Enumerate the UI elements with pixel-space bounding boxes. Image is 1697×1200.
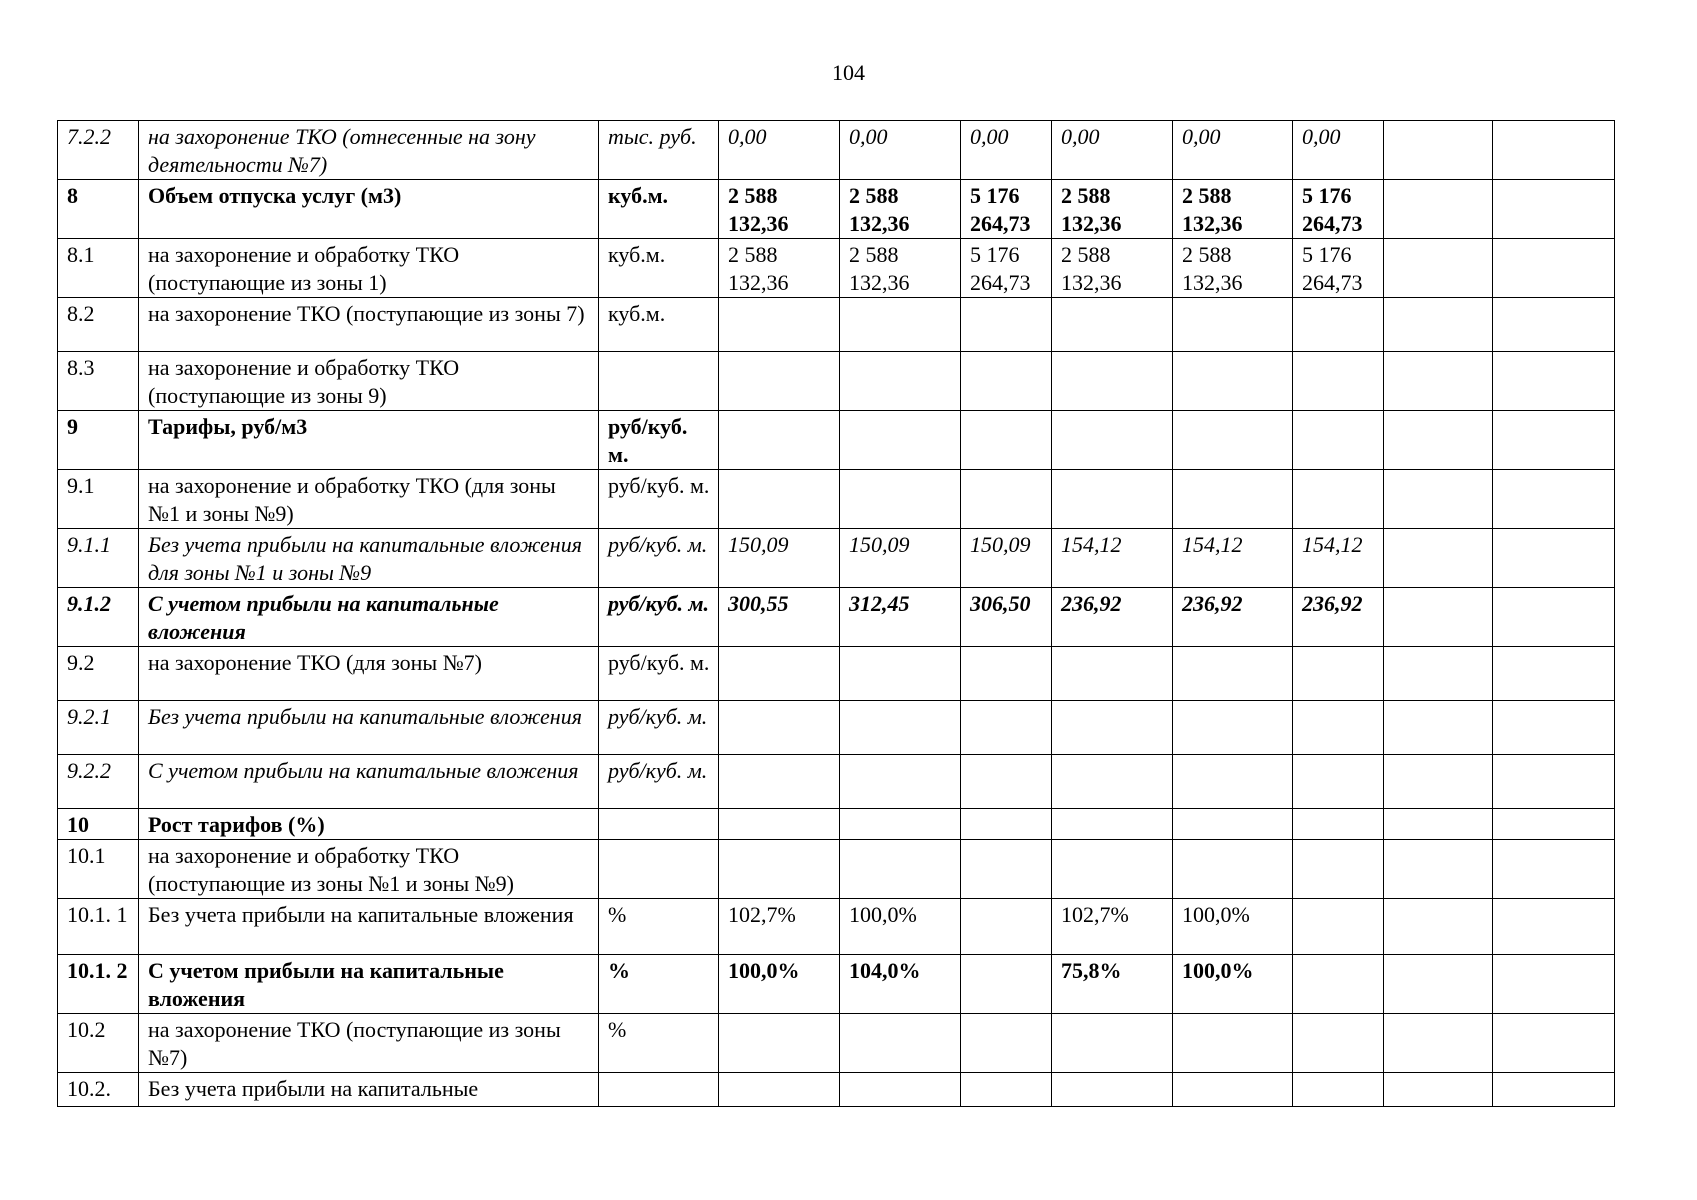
row-unit: руб/куб. м.: [599, 411, 719, 470]
row-unit: [599, 809, 719, 840]
value-col-1: 0,00: [719, 121, 840, 180]
value-col-7: [1384, 701, 1493, 755]
table-row: [58, 411, 1615, 470]
row-unit: руб/куб. м.: [599, 529, 719, 588]
value-col-3: [961, 411, 1052, 470]
row-unit: руб/куб. м.: [599, 755, 719, 809]
row-description: Без учета прибыли на капитальные: [139, 1073, 599, 1107]
value-col-4: 0,00: [1052, 121, 1173, 180]
row-number: 10: [58, 809, 139, 840]
value-col-6: [1293, 411, 1384, 470]
value-col-3: [961, 809, 1052, 840]
row-unit: руб/куб. м.: [599, 701, 719, 755]
row-description: на захоронение ТКО (отнесенные на зону деятельности №7): [139, 121, 599, 180]
value-col-4: [1052, 647, 1173, 701]
value-col-2: [840, 1073, 961, 1107]
value-col-7: [1384, 529, 1493, 588]
value-col-1: [719, 755, 840, 809]
row-description: С учетом прибыли на капитальные вложения: [139, 755, 599, 809]
row-number: 8.2: [58, 298, 139, 352]
row-description: на захоронение ТКО (поступающие из зоны 7): [139, 298, 599, 352]
table-row: [58, 701, 1615, 755]
value-col-7: [1384, 470, 1493, 529]
row-number: 10.1: [58, 840, 139, 899]
value-col-6: [1293, 1073, 1384, 1107]
value-col-7: [1384, 1073, 1493, 1107]
table-row: [58, 955, 1615, 1014]
value-col-8: [1493, 352, 1615, 411]
table-row: [58, 352, 1615, 411]
value-col-6: [1293, 840, 1384, 899]
value-col-8: [1493, 647, 1615, 701]
value-col-2: [840, 701, 961, 755]
row-description: на захоронение и обработку ТКО (поступающие из зоны №1 и зоны №9): [139, 840, 599, 899]
value-col-2: [840, 647, 961, 701]
value-col-2: 150,09: [840, 529, 961, 588]
value-col-1: 2 588 132,36: [719, 180, 840, 239]
value-col-8: [1493, 809, 1615, 840]
value-col-4: [1052, 298, 1173, 352]
value-col-8: [1493, 1014, 1615, 1073]
row-description: на захоронение и обработку ТКО (поступающие из зоны 1): [139, 239, 599, 298]
row-number: 8: [58, 180, 139, 239]
value-col-8: [1493, 1073, 1615, 1107]
row-unit: куб.м.: [599, 239, 719, 298]
value-col-2: [840, 411, 961, 470]
row-number: 9.1: [58, 470, 139, 529]
value-col-3: [961, 1073, 1052, 1107]
row-unit: %: [599, 955, 719, 1014]
value-col-7: [1384, 121, 1493, 180]
table-row: [58, 529, 1615, 588]
value-col-6: [1293, 701, 1384, 755]
table-row: [58, 1073, 1615, 1107]
row-number: 10.2.: [58, 1073, 139, 1107]
value-col-6: [1293, 352, 1384, 411]
value-col-1: [719, 809, 840, 840]
value-col-4: 236,92: [1052, 588, 1173, 647]
value-col-8: [1493, 411, 1615, 470]
value-col-2: 100,0%: [840, 899, 961, 955]
value-col-3: [961, 1014, 1052, 1073]
value-col-1: 102,7%: [719, 899, 840, 955]
value-col-7: [1384, 588, 1493, 647]
row-number: 7.2.2: [58, 121, 139, 180]
value-col-4: 2 588 132,36: [1052, 239, 1173, 298]
value-col-4: 2 588 132,36: [1052, 180, 1173, 239]
row-unit: [599, 1073, 719, 1107]
value-col-2: [840, 809, 961, 840]
value-col-4: 75,8%: [1052, 955, 1173, 1014]
row-description: Тарифы, руб/м3: [139, 411, 599, 470]
row-description: Без учета прибыли на капитальные вложения: [139, 701, 599, 755]
value-col-5: [1173, 840, 1293, 899]
table-row: [58, 1014, 1615, 1073]
value-col-1: [719, 298, 840, 352]
row-number: 9.2: [58, 647, 139, 701]
value-col-1: [719, 1014, 840, 1073]
value-col-6: [1293, 647, 1384, 701]
row-description: Без учета прибыли на капитальные вложения для зоны №1 и зоны №9: [139, 529, 599, 588]
value-col-1: 2 588 132,36: [719, 239, 840, 298]
value-col-7: [1384, 899, 1493, 955]
value-col-1: [719, 470, 840, 529]
value-col-5: [1173, 352, 1293, 411]
value-col-6: 154,12: [1293, 529, 1384, 588]
value-col-2: [840, 352, 961, 411]
value-col-5: [1173, 411, 1293, 470]
value-col-3: [961, 298, 1052, 352]
table-row: [58, 470, 1615, 529]
value-col-2: 2 588 132,36: [840, 180, 961, 239]
value-col-3: 150,09: [961, 529, 1052, 588]
row-description: на захоронение ТКО (поступающие из зоны №7): [139, 1014, 599, 1073]
value-col-5: 154,12: [1173, 529, 1293, 588]
value-col-6: [1293, 955, 1384, 1014]
value-col-5: 2 588 132,36: [1173, 239, 1293, 298]
value-col-4: [1052, 470, 1173, 529]
value-col-6: 0,00: [1293, 121, 1384, 180]
value-col-4: 154,12: [1052, 529, 1173, 588]
value-col-6: [1293, 809, 1384, 840]
value-col-7: [1384, 809, 1493, 840]
value-col-6: 236,92: [1293, 588, 1384, 647]
value-col-2: [840, 470, 961, 529]
value-col-6: [1293, 899, 1384, 955]
value-col-5: 100,0%: [1173, 955, 1293, 1014]
value-col-1: [719, 701, 840, 755]
row-number: 9.1.2: [58, 588, 139, 647]
value-col-6: [1293, 1014, 1384, 1073]
value-col-5: [1173, 1014, 1293, 1073]
value-col-4: [1052, 411, 1173, 470]
table-row: [58, 809, 1615, 840]
value-col-1: 300,55: [719, 588, 840, 647]
value-col-6: [1293, 755, 1384, 809]
table-row: [58, 588, 1615, 647]
row-description: С учетом прибыли на капитальные вложения: [139, 955, 599, 1014]
value-col-8: [1493, 840, 1615, 899]
value-col-7: [1384, 411, 1493, 470]
row-number: 9.1.1: [58, 529, 139, 588]
row-unit: [599, 840, 719, 899]
row-unit: руб/куб. м.: [599, 588, 719, 647]
row-description: С учетом прибыли на капитальные вложения: [139, 588, 599, 647]
table-row: [58, 647, 1615, 701]
row-unit: тыс. руб.: [599, 121, 719, 180]
value-col-2: 312,45: [840, 588, 961, 647]
row-number: 10.1. 2: [58, 955, 139, 1014]
value-col-8: [1493, 121, 1615, 180]
value-col-7: [1384, 647, 1493, 701]
row-description: на захоронение и обработку ТКО (для зоны №1 и зоны №9): [139, 470, 599, 529]
value-col-5: [1173, 701, 1293, 755]
page-number: 104: [832, 60, 865, 85]
value-col-2: [840, 840, 961, 899]
row-unit: руб/куб. м.: [599, 647, 719, 701]
value-col-3: 5 176 264,73: [961, 180, 1052, 239]
value-col-8: [1493, 298, 1615, 352]
value-col-6: 5 176 264,73: [1293, 239, 1384, 298]
value-col-3: [961, 352, 1052, 411]
value-col-7: [1384, 840, 1493, 899]
value-col-3: [961, 647, 1052, 701]
row-number: 9.2.2: [58, 755, 139, 809]
row-description: на захоронение и обработку ТКО (поступающие из зоны 9): [139, 352, 599, 411]
table-row: [58, 840, 1615, 899]
table-row: [58, 121, 1615, 180]
value-col-2: 2 588 132,36: [840, 239, 961, 298]
value-col-3: [961, 701, 1052, 755]
row-description: Объем отпуска услуг (м3): [139, 180, 599, 239]
value-col-8: [1493, 470, 1615, 529]
table-row: [58, 755, 1615, 809]
value-col-8: [1493, 755, 1615, 809]
value-col-8: [1493, 529, 1615, 588]
value-col-7: [1384, 1014, 1493, 1073]
table-row: [58, 180, 1615, 239]
value-col-1: 150,09: [719, 529, 840, 588]
value-col-4: [1052, 701, 1173, 755]
value-col-4: [1052, 840, 1173, 899]
row-number: 9: [58, 411, 139, 470]
value-col-7: [1384, 352, 1493, 411]
value-col-8: [1493, 899, 1615, 955]
value-col-3: [961, 755, 1052, 809]
value-col-3: [961, 470, 1052, 529]
row-number: 8.1: [58, 239, 139, 298]
value-col-2: [840, 1014, 961, 1073]
row-description: Без учета прибыли на капитальные вложения: [139, 899, 599, 955]
value-col-1: [719, 411, 840, 470]
value-col-2: 104,0%: [840, 955, 961, 1014]
value-col-2: 0,00: [840, 121, 961, 180]
value-col-5: [1173, 470, 1293, 529]
tariff-table: [57, 120, 1615, 1107]
value-col-5: 100,0%: [1173, 899, 1293, 955]
value-col-1: [719, 840, 840, 899]
value-col-8: [1493, 701, 1615, 755]
value-col-4: [1052, 755, 1173, 809]
value-col-4: [1052, 352, 1173, 411]
row-description: Рост тарифов (%): [139, 809, 599, 840]
value-col-3: [961, 899, 1052, 955]
value-col-8: [1493, 180, 1615, 239]
value-col-1: [719, 1073, 840, 1107]
value-col-1: [719, 352, 840, 411]
value-col-5: 2 588 132,36: [1173, 180, 1293, 239]
row-unit: куб.м.: [599, 180, 719, 239]
value-col-6: 5 176 264,73: [1293, 180, 1384, 239]
row-number: 10.1. 1: [58, 899, 139, 955]
row-number: 8.3: [58, 352, 139, 411]
value-col-6: [1293, 470, 1384, 529]
value-col-1: [719, 647, 840, 701]
value-col-3: 306,50: [961, 588, 1052, 647]
value-col-5: [1173, 809, 1293, 840]
value-col-5: [1173, 647, 1293, 701]
value-col-5: 236,92: [1173, 588, 1293, 647]
value-col-5: [1173, 1073, 1293, 1107]
value-col-4: 102,7%: [1052, 899, 1173, 955]
value-col-4: [1052, 1014, 1173, 1073]
row-number: 9.2.1: [58, 701, 139, 755]
value-col-4: [1052, 809, 1173, 840]
value-col-3: 0,00: [961, 121, 1052, 180]
table-row: [58, 298, 1615, 352]
value-col-3: 5 176 264,73: [961, 239, 1052, 298]
value-col-5: 0,00: [1173, 121, 1293, 180]
value-col-7: [1384, 298, 1493, 352]
row-unit: руб/куб. м.: [599, 470, 719, 529]
value-col-2: [840, 298, 961, 352]
value-col-3: [961, 955, 1052, 1014]
value-col-1: 100,0%: [719, 955, 840, 1014]
value-col-8: [1493, 588, 1615, 647]
value-col-7: [1384, 239, 1493, 298]
value-col-5: [1173, 298, 1293, 352]
value-col-8: [1493, 239, 1615, 298]
row-description: на захоронение ТКО (для зоны №7): [139, 647, 599, 701]
value-col-6: [1293, 298, 1384, 352]
value-col-7: [1384, 180, 1493, 239]
value-col-5: [1173, 755, 1293, 809]
value-col-7: [1384, 955, 1493, 1014]
table-row: [58, 899, 1615, 955]
row-unit: куб.м.: [599, 298, 719, 352]
value-col-4: [1052, 1073, 1173, 1107]
value-col-8: [1493, 955, 1615, 1014]
row-unit: [599, 352, 719, 411]
value-col-2: [840, 755, 961, 809]
value-col-7: [1384, 755, 1493, 809]
row-number: 10.2: [58, 1014, 139, 1073]
row-unit: %: [599, 1014, 719, 1073]
table-row: [58, 239, 1615, 298]
row-unit: %: [599, 899, 719, 955]
value-col-3: [961, 840, 1052, 899]
